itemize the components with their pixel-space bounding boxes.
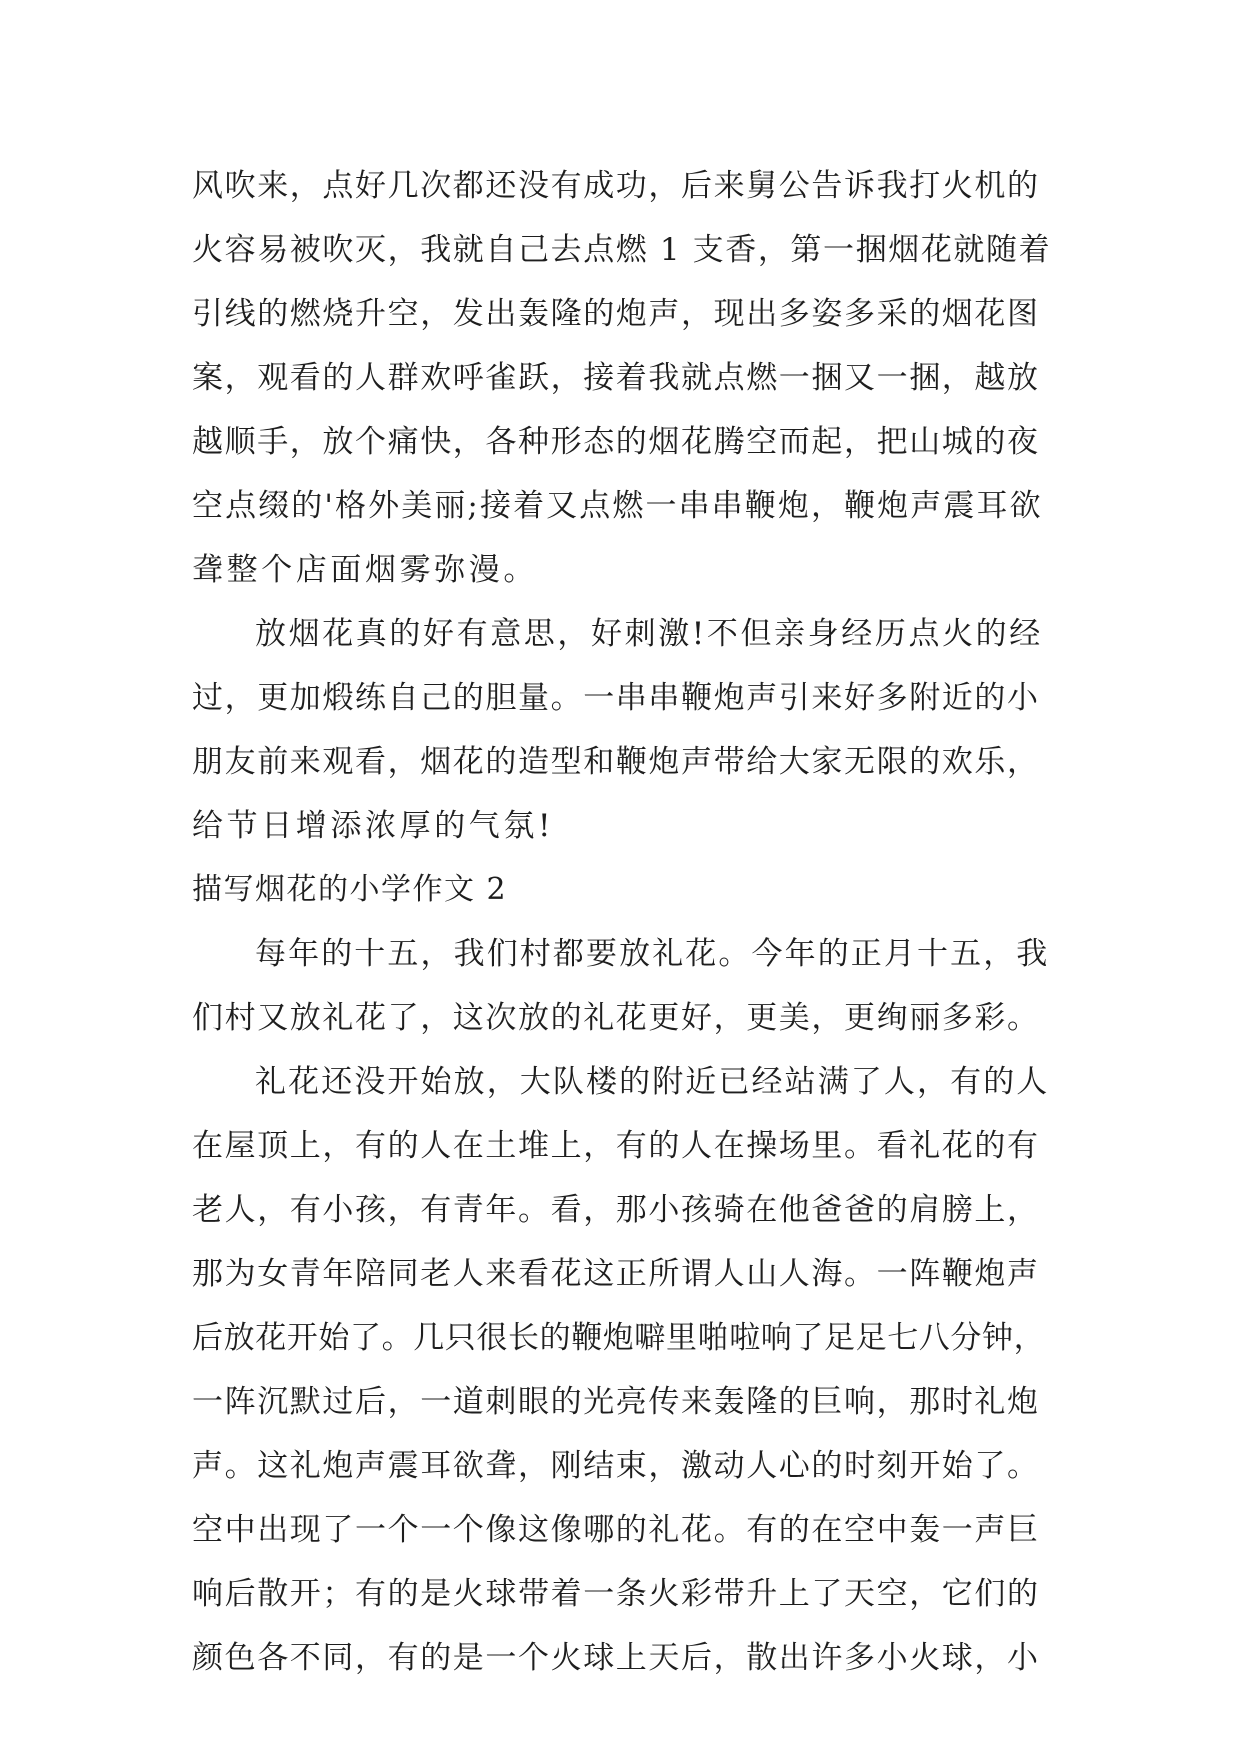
text-line: 老人，有小孩，有青年。看，那小孩骑在他爸爸的肩膀上， xyxy=(192,1192,1040,1228)
text-line: 越顺手，放个痛快，各种形态的烟花腾空而起，把山城的夜 xyxy=(192,424,1040,460)
text-line: 后放花开始了。几只很长的鞭炮噼里啪啦响了足足七八分钟， xyxy=(192,1320,1046,1356)
text-line: 们村又放礼花了，这次放的礼花更好，更美，更绚丽多彩。 xyxy=(192,1000,1040,1036)
text-line: 火容易被吹灭，我就自己去点燃 1 支香，第一捆烟花就随着 xyxy=(192,232,1052,268)
text-line: 聋整个店面烟雾弥漫。 xyxy=(192,552,538,588)
section-heading: 描写烟花的小学作文 2 xyxy=(192,872,508,907)
text-line: 每年的十五，我们村都要放礼花。今年的正月十五，我 xyxy=(255,936,1050,972)
text-line: 声。这礼炮声震耳欲聋，刚结束，激动人心的时刻开始了。 xyxy=(192,1448,1040,1484)
text-line: 朋友前来观看，烟花的造型和鞭炮声带给大家无限的欢乐， xyxy=(192,744,1040,780)
text-line: 给节日增添浓厚的气氛! xyxy=(192,808,555,844)
text-line: 响后散开；有的是火球带着一条火彩带升上了天空，它们的 xyxy=(192,1576,1040,1612)
document-body xyxy=(192,154,1052,1690)
text-line: 那为女青年陪同老人来看花这正所谓人山人海。一阵鞭炮声 xyxy=(192,1256,1040,1292)
text-line: 案，观看的人群欢呼雀跃，接着我就点燃一捆又一捆，越放 xyxy=(192,360,1040,396)
text-line: 引线的燃烧升空，发出轰隆的炮声，现出多姿多采的烟花图 xyxy=(192,296,1040,332)
text-line: 在屋顶上，有的人在土堆上，有的人在操场里。看礼花的有 xyxy=(192,1128,1040,1164)
text-line: 空中出现了一个一个像这像哪的礼花。有的在空中轰一声巨 xyxy=(192,1512,1040,1548)
text-line: 放烟花真的好有意思，好刺激!不但亲身经历点火的经 xyxy=(255,616,1043,652)
text-line: 颜色各不同，有的是一个火球上天后，散出许多小火球，小 xyxy=(192,1640,1040,1676)
text-line: 过，更加煅练自己的胆量。一串串鞭炮声引来好多附近的小 xyxy=(192,680,1040,716)
text-line: 一阵沉默过后，一道刺眼的光亮传来轰隆的巨响，那时礼炮 xyxy=(192,1384,1040,1420)
text-line: 礼花还没开始放，大队楼的附近已经站满了人，有的人 xyxy=(255,1064,1050,1100)
text-line: 风吹来，点好几次都还没有成功，后来舅公告诉我打火机的 xyxy=(192,168,1040,204)
text-line: 空点缀的'格外美丽;接着又点燃一串串鞭炮，鞭炮声震耳欲 xyxy=(192,488,1043,524)
